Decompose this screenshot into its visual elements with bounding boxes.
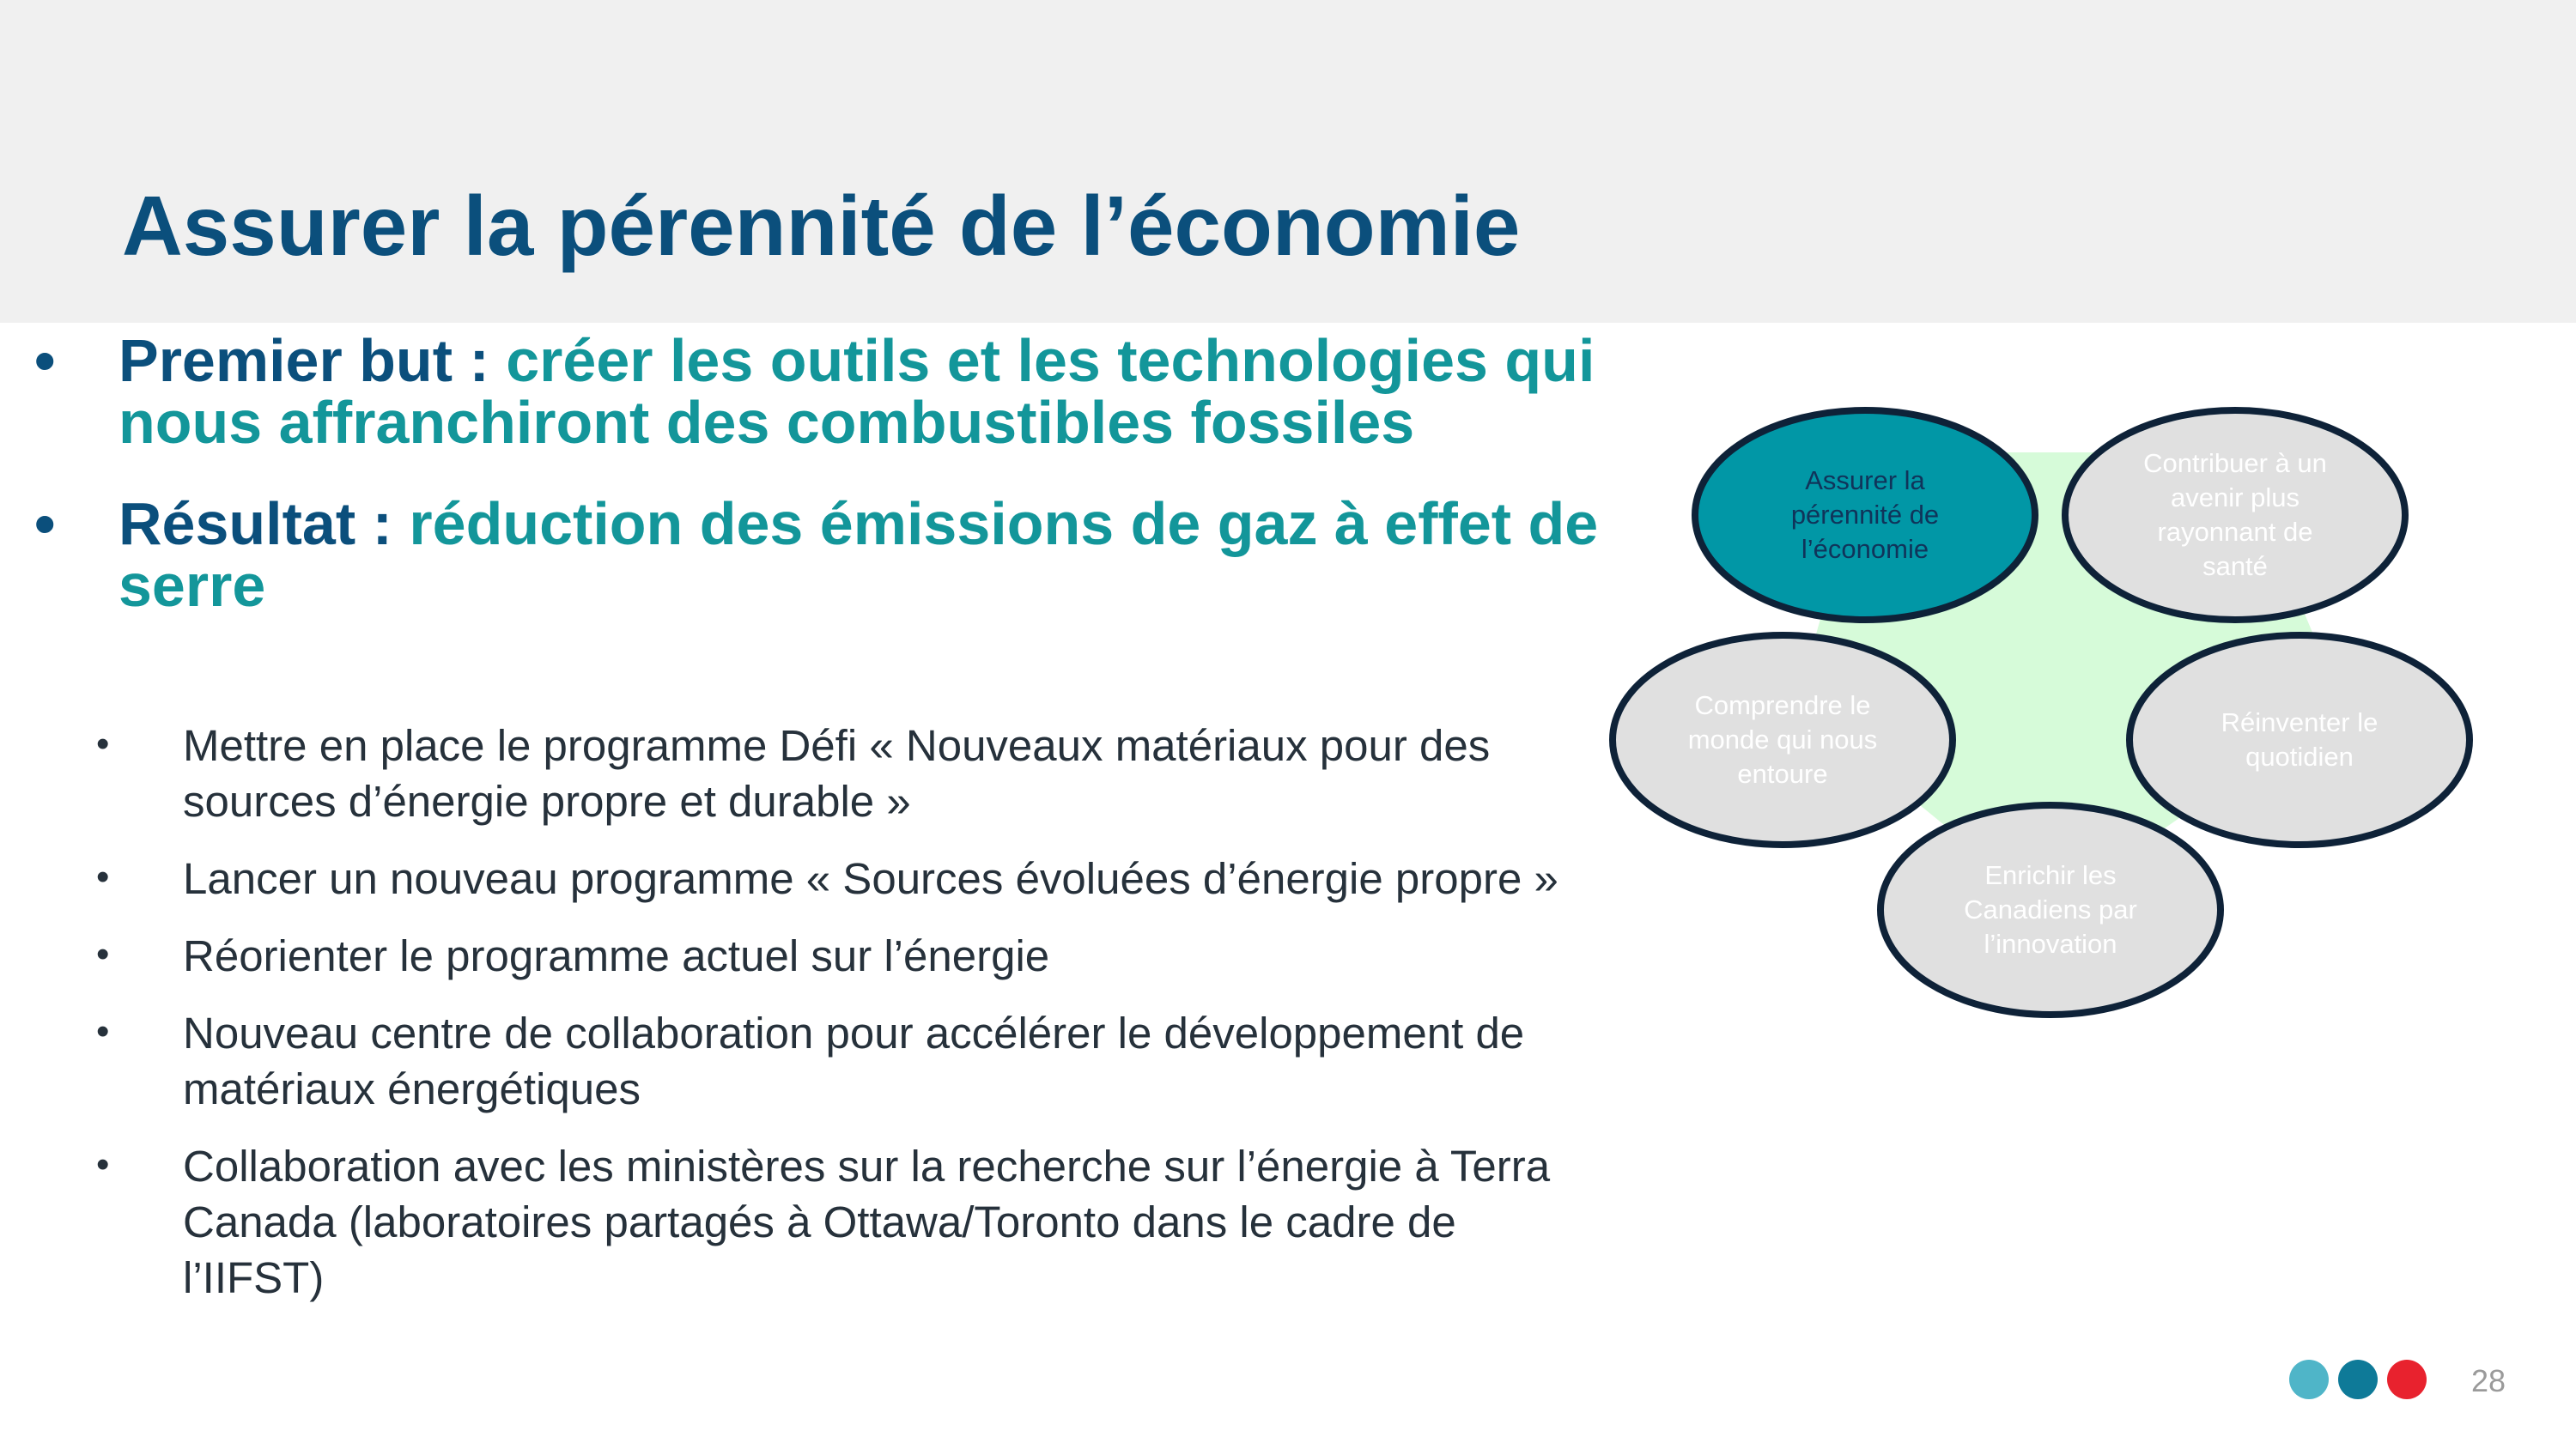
bullet-marker: • [96,933,110,975]
node-daily-life: Réinventer le quotidien [2221,707,2379,772]
main-point-result [0,490,1631,619]
main-point-text: créer les outils et les technologies qui nous affranchiront des combustibles fossiles [118,327,1595,456]
page-title: Assurer la pérennité de l’économie [122,179,1521,273]
sub-point [0,1005,1631,1117]
sub-point-text: Mettre en place le programme Défi « Nouveaux matériaux pour des sources d’énergie propre et durable » [183,721,1491,826]
page-number: 28 [2471,1363,2506,1398]
sub-point-text: Réorienter le programme actuel sur l’énergie [183,931,1050,980]
sub-point [0,928,1631,984]
sub-bullet-list [0,718,1631,1327]
bullet-marker: • [34,490,56,557]
priorities-diagram [1597,395,2490,1047]
main-bullet-list [0,327,1631,619]
node-innovation: Enrichir les Canadiens par l’innovation [1964,860,2137,959]
brand-dot-red [2387,1360,2427,1399]
main-point-goal [0,327,1631,456]
sub-point [0,1138,1631,1306]
bullet-marker: • [96,723,110,765]
sub-point [0,851,1631,906]
sub-point-text: Nouveau centre de collaboration pour accélérer le développement de matériaux énergétiques [183,1009,1525,1113]
node-understanding: Comprendre le monde qui nous entoure [1687,690,1878,789]
brand-dot-light [2289,1360,2329,1399]
header-band [0,0,2576,323]
main-point-label: Résultat : [118,490,392,557]
sub-point-text: Collaboration avec les ministères sur la recherche sur l’énergie à Terra Canada (laboratoires partagés à Ottawa/Toronto dans le cadre de l’IIFST) [183,1142,1551,1302]
sub-point [0,718,1631,829]
node-health: Contribuer à un avenir plus rayonnant de santé [2143,448,2327,581]
bullet-marker: • [34,327,56,394]
node-economy: Assurer la pérennité de l’économie [1790,465,1940,564]
sub-point-text: Lancer un nouveau programme « Sources évoluées d’énergie propre » [183,854,1558,903]
brand-dot-dark [2338,1360,2378,1399]
bullet-marker: • [96,1143,110,1185]
bullet-marker: • [96,1010,110,1052]
main-point-text: réduction des émissions de gaz à effet de serre [118,490,1599,619]
main-point-label: Premier but : [118,327,489,394]
bullet-marker: • [96,856,110,898]
